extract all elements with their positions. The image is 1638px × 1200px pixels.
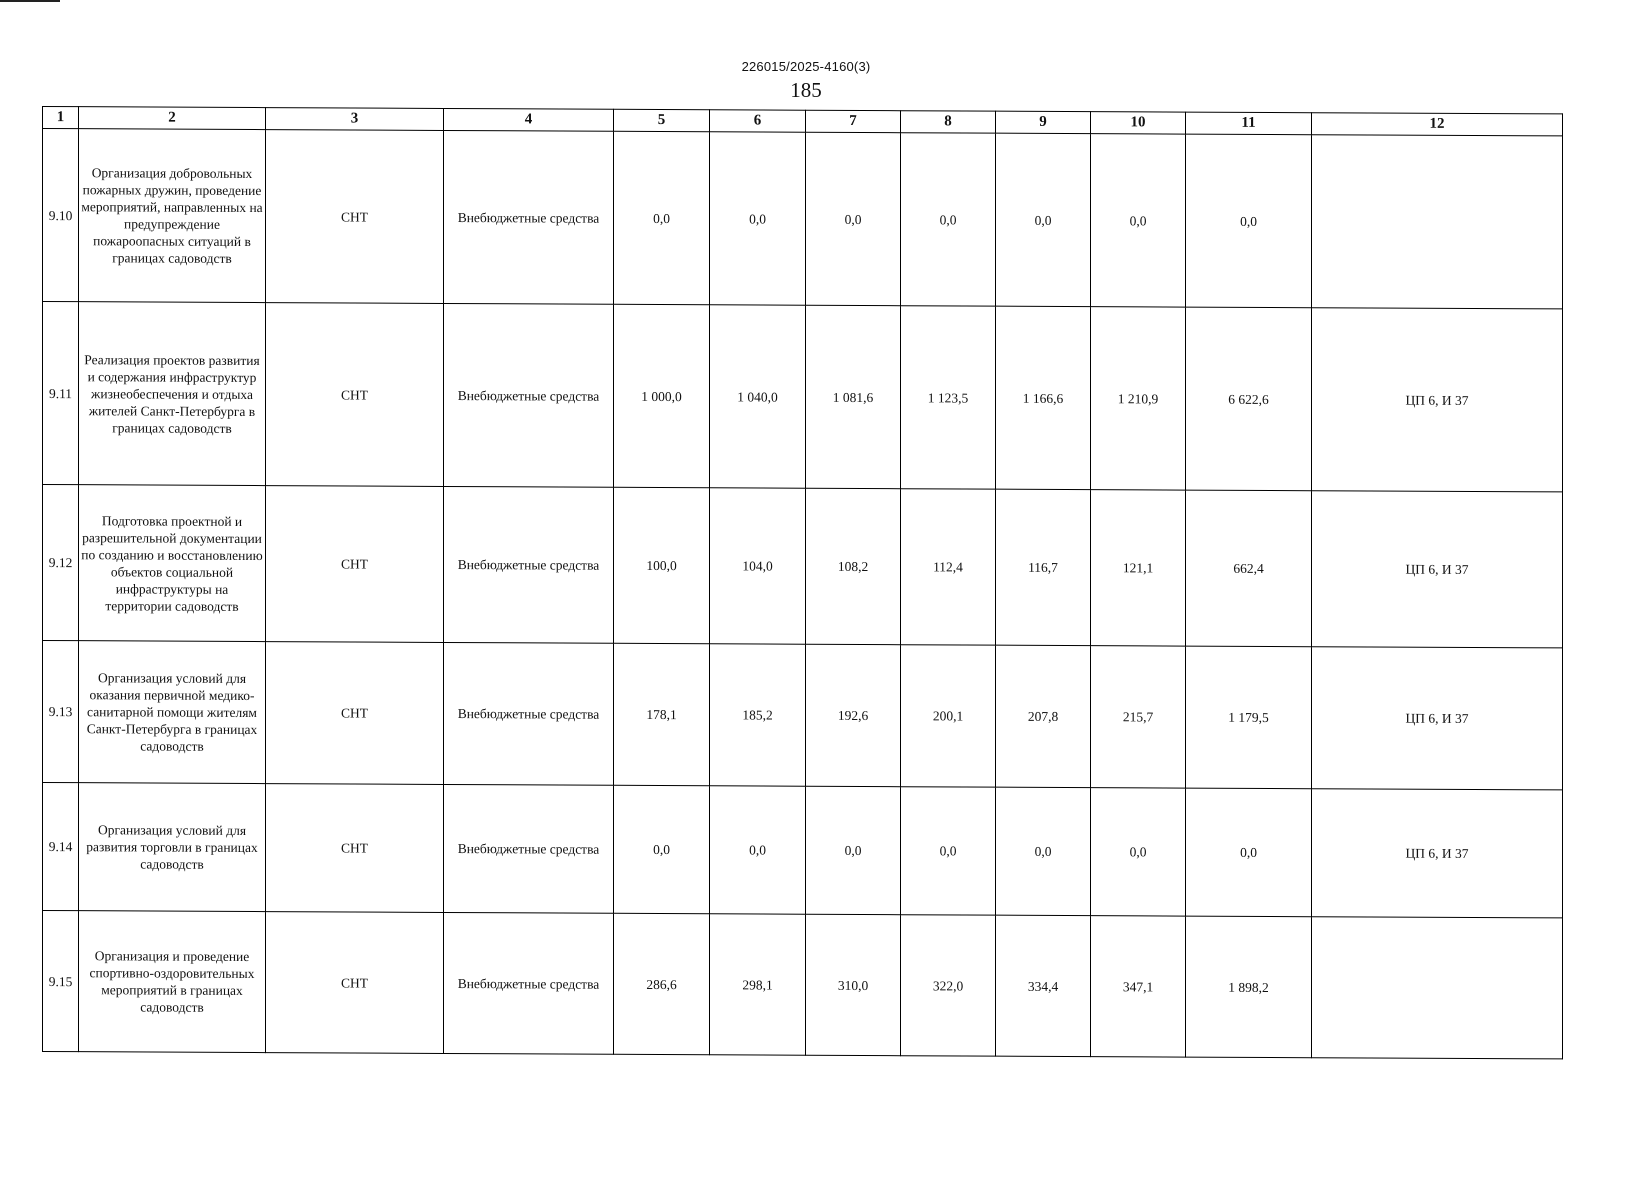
value-col-8: 322,0 (901, 915, 996, 1056)
document-number: 226015/2025-4160(3) (741, 59, 871, 74)
table-row (43, 302, 1563, 492)
value-col-9: 0,0 (996, 133, 1091, 306)
funding-source: Внебюджетные средства (444, 130, 614, 304)
value-col-7: 192,6 (806, 644, 901, 786)
column-header: 6 (710, 110, 806, 132)
value-col-7: 108,2 (806, 488, 901, 644)
value-col-5: 100,0 (614, 487, 710, 643)
column-header: 7 (806, 110, 901, 132)
activity-name: Организация условий для оказания первичной медико-санитарной помощи жителям Санкт-Петербурга в границах садоводств (79, 641, 266, 784)
value-col-7: 310,0 (806, 914, 901, 1055)
value-col-9: 1 166,6 (996, 306, 1091, 489)
value-col-5: 0,0 (614, 785, 710, 913)
column-header: 9 (996, 111, 1091, 133)
value-col-6: 0,0 (710, 132, 806, 305)
column-header: 11 (1186, 112, 1312, 135)
value-col-10: 215,7 (1091, 646, 1186, 788)
value-total: 6 622,6 (1186, 307, 1312, 491)
row-number: 9.15 (43, 911, 79, 1052)
row-number: 9.12 (43, 485, 79, 641)
executor: СНТ (266, 130, 444, 304)
funding-source: Внебюджетные средства (444, 642, 614, 785)
value-col-10: 347,1 (1091, 916, 1186, 1057)
scan-edge-mark (0, 0, 60, 2)
value-col-7: 1 081,6 (806, 305, 901, 488)
value-col-8: 0,0 (901, 787, 996, 915)
value-col-10: 0,0 (1091, 788, 1186, 916)
row-number: 9.14 (43, 783, 79, 911)
executor: СНТ (266, 486, 444, 643)
value-total: 0,0 (1186, 788, 1312, 917)
reference (1312, 135, 1563, 309)
budget-table (42, 106, 1563, 1059)
page-number: 185 (790, 78, 822, 102)
reference (1312, 917, 1563, 1059)
value-col-6: 298,1 (710, 914, 806, 1055)
value-col-6: 1 040,0 (710, 305, 806, 488)
table-row (43, 911, 1563, 1059)
column-header: 10 (1091, 112, 1186, 134)
value-col-10: 121,1 (1091, 490, 1186, 646)
reference: ЦП 6, И 37 (1312, 789, 1563, 918)
value-total: 1 898,2 (1186, 916, 1312, 1058)
value-col-6: 0,0 (710, 786, 806, 914)
column-header: 1 (43, 107, 79, 129)
activity-name: Подготовка проектной и разрешительной документации по созданию и восстановлению объектов социальной инфраструктуры на территории садоводств (79, 485, 266, 642)
value-col-8: 200,1 (901, 645, 996, 787)
value-col-5: 0,0 (614, 131, 710, 304)
activity-name: Реализация проектов развития и содержания инфраструктур жизнеобеспечения и отдыха жителей Санкт-Петербурга в границах садоводств (79, 302, 266, 486)
value-total: 0,0 (1186, 134, 1312, 308)
value-col-10: 0,0 (1091, 134, 1186, 307)
table-row (43, 129, 1563, 309)
executor: СНТ (266, 642, 444, 785)
table-row (43, 783, 1563, 918)
value-col-9: 116,7 (996, 489, 1091, 645)
value-col-8: 112,4 (901, 489, 996, 645)
table-row (43, 485, 1563, 648)
value-col-8: 0,0 (901, 133, 996, 306)
value-col-5: 1 000,0 (614, 304, 710, 487)
value-col-5: 178,1 (614, 643, 710, 785)
funding-source: Внебюджетные средства (444, 303, 614, 487)
column-header: 4 (444, 108, 614, 131)
value-col-7: 0,0 (806, 786, 901, 914)
column-header: 2 (79, 107, 266, 130)
column-header: 8 (901, 111, 996, 133)
table-row (43, 641, 1563, 790)
column-header: 5 (614, 109, 710, 131)
reference: ЦП 6, И 37 (1312, 491, 1563, 648)
reference: ЦП 6, И 37 (1312, 647, 1563, 790)
activity-name: Организация и проведение спортивно-оздоровительных мероприятий в границах садоводств (79, 911, 266, 1053)
value-col-5: 286,6 (614, 913, 710, 1054)
reference: ЦП 6, И 37 (1312, 308, 1563, 492)
row-number: 9.10 (43, 129, 79, 302)
activity-name: Организация добровольных пожарных дружин, проведение мероприятий, направленных на предупреждение пожароопасных ситуаций в границах садоводств (79, 129, 266, 303)
funding-source: Внебюджетные средства (444, 784, 614, 913)
executor: СНТ (266, 303, 444, 487)
value-col-6: 185,2 (710, 644, 806, 786)
value-col-9: 0,0 (996, 787, 1091, 915)
value-total: 662,4 (1186, 490, 1312, 647)
value-col-9: 207,8 (996, 645, 1091, 787)
value-col-9: 334,4 (996, 915, 1091, 1056)
executor: СНТ (266, 912, 444, 1054)
funding-source: Внебюджетные средства (444, 912, 614, 1054)
value-col-7: 0,0 (806, 132, 901, 305)
value-total: 1 179,5 (1186, 646, 1312, 789)
funding-source: Внебюджетные средства (444, 486, 614, 643)
executor: СНТ (266, 784, 444, 913)
column-header: 3 (266, 108, 444, 131)
row-number: 9.11 (43, 302, 79, 485)
row-number: 9.13 (43, 641, 79, 783)
value-col-6: 104,0 (710, 488, 806, 644)
activity-name: Организация условий для развития торговли в границах садоводств (79, 783, 266, 912)
value-col-8: 1 123,5 (901, 306, 996, 489)
column-header: 12 (1312, 113, 1563, 136)
value-col-10: 1 210,9 (1091, 307, 1186, 490)
